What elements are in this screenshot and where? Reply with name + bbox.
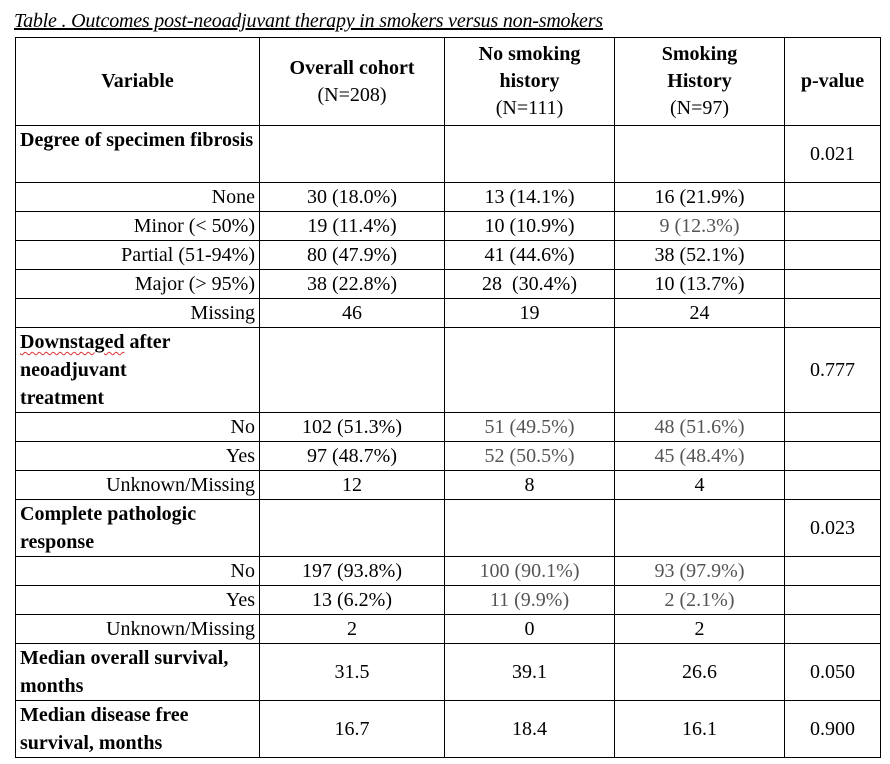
header-pvalue: p-value [785, 38, 881, 126]
cell-overall: 13 (6.2%) [260, 586, 445, 615]
cell-overall: 80 (47.9%) [260, 241, 445, 270]
row-label: Major (> 95%) [16, 270, 260, 299]
table-row [16, 212, 881, 241]
cell-nonsmoking: 41 (44.6%) [445, 241, 615, 270]
cell-nonsmoking: 10 (10.9%) [445, 212, 615, 241]
summary-title: Median disease free survival, months [16, 701, 260, 758]
cell-smoking: 2 (2.1%) [615, 586, 785, 615]
row-label: Unknown/Missing [16, 615, 260, 644]
section-title: Degree of specimen fibrosis [16, 126, 260, 183]
cell-overall: 31.5 [260, 644, 445, 701]
p-value: 0.050 [785, 644, 881, 701]
header-variable: Variable [16, 38, 260, 126]
cell-smoking: 16 (21.9%) [615, 183, 785, 212]
spellcheck-word: Downstaged [20, 331, 125, 353]
table-row [16, 471, 881, 500]
table-caption: Table . Outcomes post-neoadjuvant therapy in smokers versus non-smokers [14, 10, 603, 32]
p-value: 0.021 [785, 126, 881, 183]
header-overall: Overall cohort (N=208) [260, 38, 445, 126]
header-row [16, 38, 881, 126]
table-row [16, 557, 881, 586]
row-label: No [16, 557, 260, 586]
table-row [16, 270, 881, 299]
cell-nonsmoking: 39.1 [445, 644, 615, 701]
row-label: Partial (51-94%) [16, 241, 260, 270]
cell-smoking: 24 [615, 299, 785, 328]
section-row [16, 328, 881, 413]
p-value: 0.023 [785, 500, 881, 557]
cell-smoking: 45 (48.4%) [615, 442, 785, 471]
table-row [16, 183, 881, 212]
row-label: No [16, 413, 260, 442]
cell-nonsmoking: 52 (50.5%) [445, 442, 615, 471]
cell-overall: 19 (11.4%) [260, 212, 445, 241]
section-title: Downstaged after neoadjuvant treatment [16, 328, 260, 413]
header-smoking: Smoking History (N=97) [615, 38, 785, 126]
table-row [16, 241, 881, 270]
cell-overall: 12 [260, 471, 445, 500]
table-row [16, 413, 881, 442]
cell-overall: 16.7 [260, 701, 445, 758]
cell-overall: 2 [260, 615, 445, 644]
p-value: 0.777 [785, 328, 881, 413]
row-label: Missing [16, 299, 260, 328]
table-row [16, 615, 881, 644]
cell-smoking: 16.1 [615, 701, 785, 758]
header-nonsmoking: No smoking history (N=111) [445, 38, 615, 126]
cell-overall: 97 (48.7%) [260, 442, 445, 471]
cell-overall: 30 (18.0%) [260, 183, 445, 212]
cell-nonsmoking: 100 (90.1%) [445, 557, 615, 586]
section-row [16, 500, 881, 557]
cell-nonsmoking: 51 (49.5%) [445, 413, 615, 442]
table-row [16, 299, 881, 328]
cell-nonsmoking: 13 (14.1%) [445, 183, 615, 212]
row-label: Unknown/Missing [16, 471, 260, 500]
table-row [16, 586, 881, 615]
cell-smoking: 4 [615, 471, 785, 500]
table-row [16, 442, 881, 471]
cell-overall: 38 (22.8%) [260, 270, 445, 299]
row-label: None [16, 183, 260, 212]
row-label: Yes [16, 586, 260, 615]
cell-smoking: 93 (97.9%) [615, 557, 785, 586]
cell-nonsmoking: 19 [445, 299, 615, 328]
cell-smoking: 26.6 [615, 644, 785, 701]
cell-smoking: 2 [615, 615, 785, 644]
cell-smoking: 48 (51.6%) [615, 413, 785, 442]
cell-nonsmoking: 11 (9.9%) [445, 586, 615, 615]
cell-smoking: 10 (13.7%) [615, 270, 785, 299]
cell-overall: 102 (51.3%) [260, 413, 445, 442]
cell-smoking: 9 (12.3%) [615, 212, 785, 241]
row-label: Minor (< 50%) [16, 212, 260, 241]
cell-smoking: 38 (52.1%) [615, 241, 785, 270]
cell-nonsmoking: 28 (30.4%) [445, 270, 615, 299]
cell-nonsmoking: 18.4 [445, 701, 615, 758]
cell-nonsmoking: 0 [445, 615, 615, 644]
cell-overall: 197 (93.8%) [260, 557, 445, 586]
section-row [16, 126, 881, 183]
cell-overall: 46 [260, 299, 445, 328]
summary-row [16, 644, 881, 701]
summary-row [16, 701, 881, 758]
p-value: 0.900 [785, 701, 881, 758]
cell-nonsmoking: 8 [445, 471, 615, 500]
row-label: Yes [16, 442, 260, 471]
outcomes-table [15, 37, 881, 758]
summary-title: Median overall survival, months [16, 644, 260, 701]
section-title: Complete pathologic response [16, 500, 260, 557]
